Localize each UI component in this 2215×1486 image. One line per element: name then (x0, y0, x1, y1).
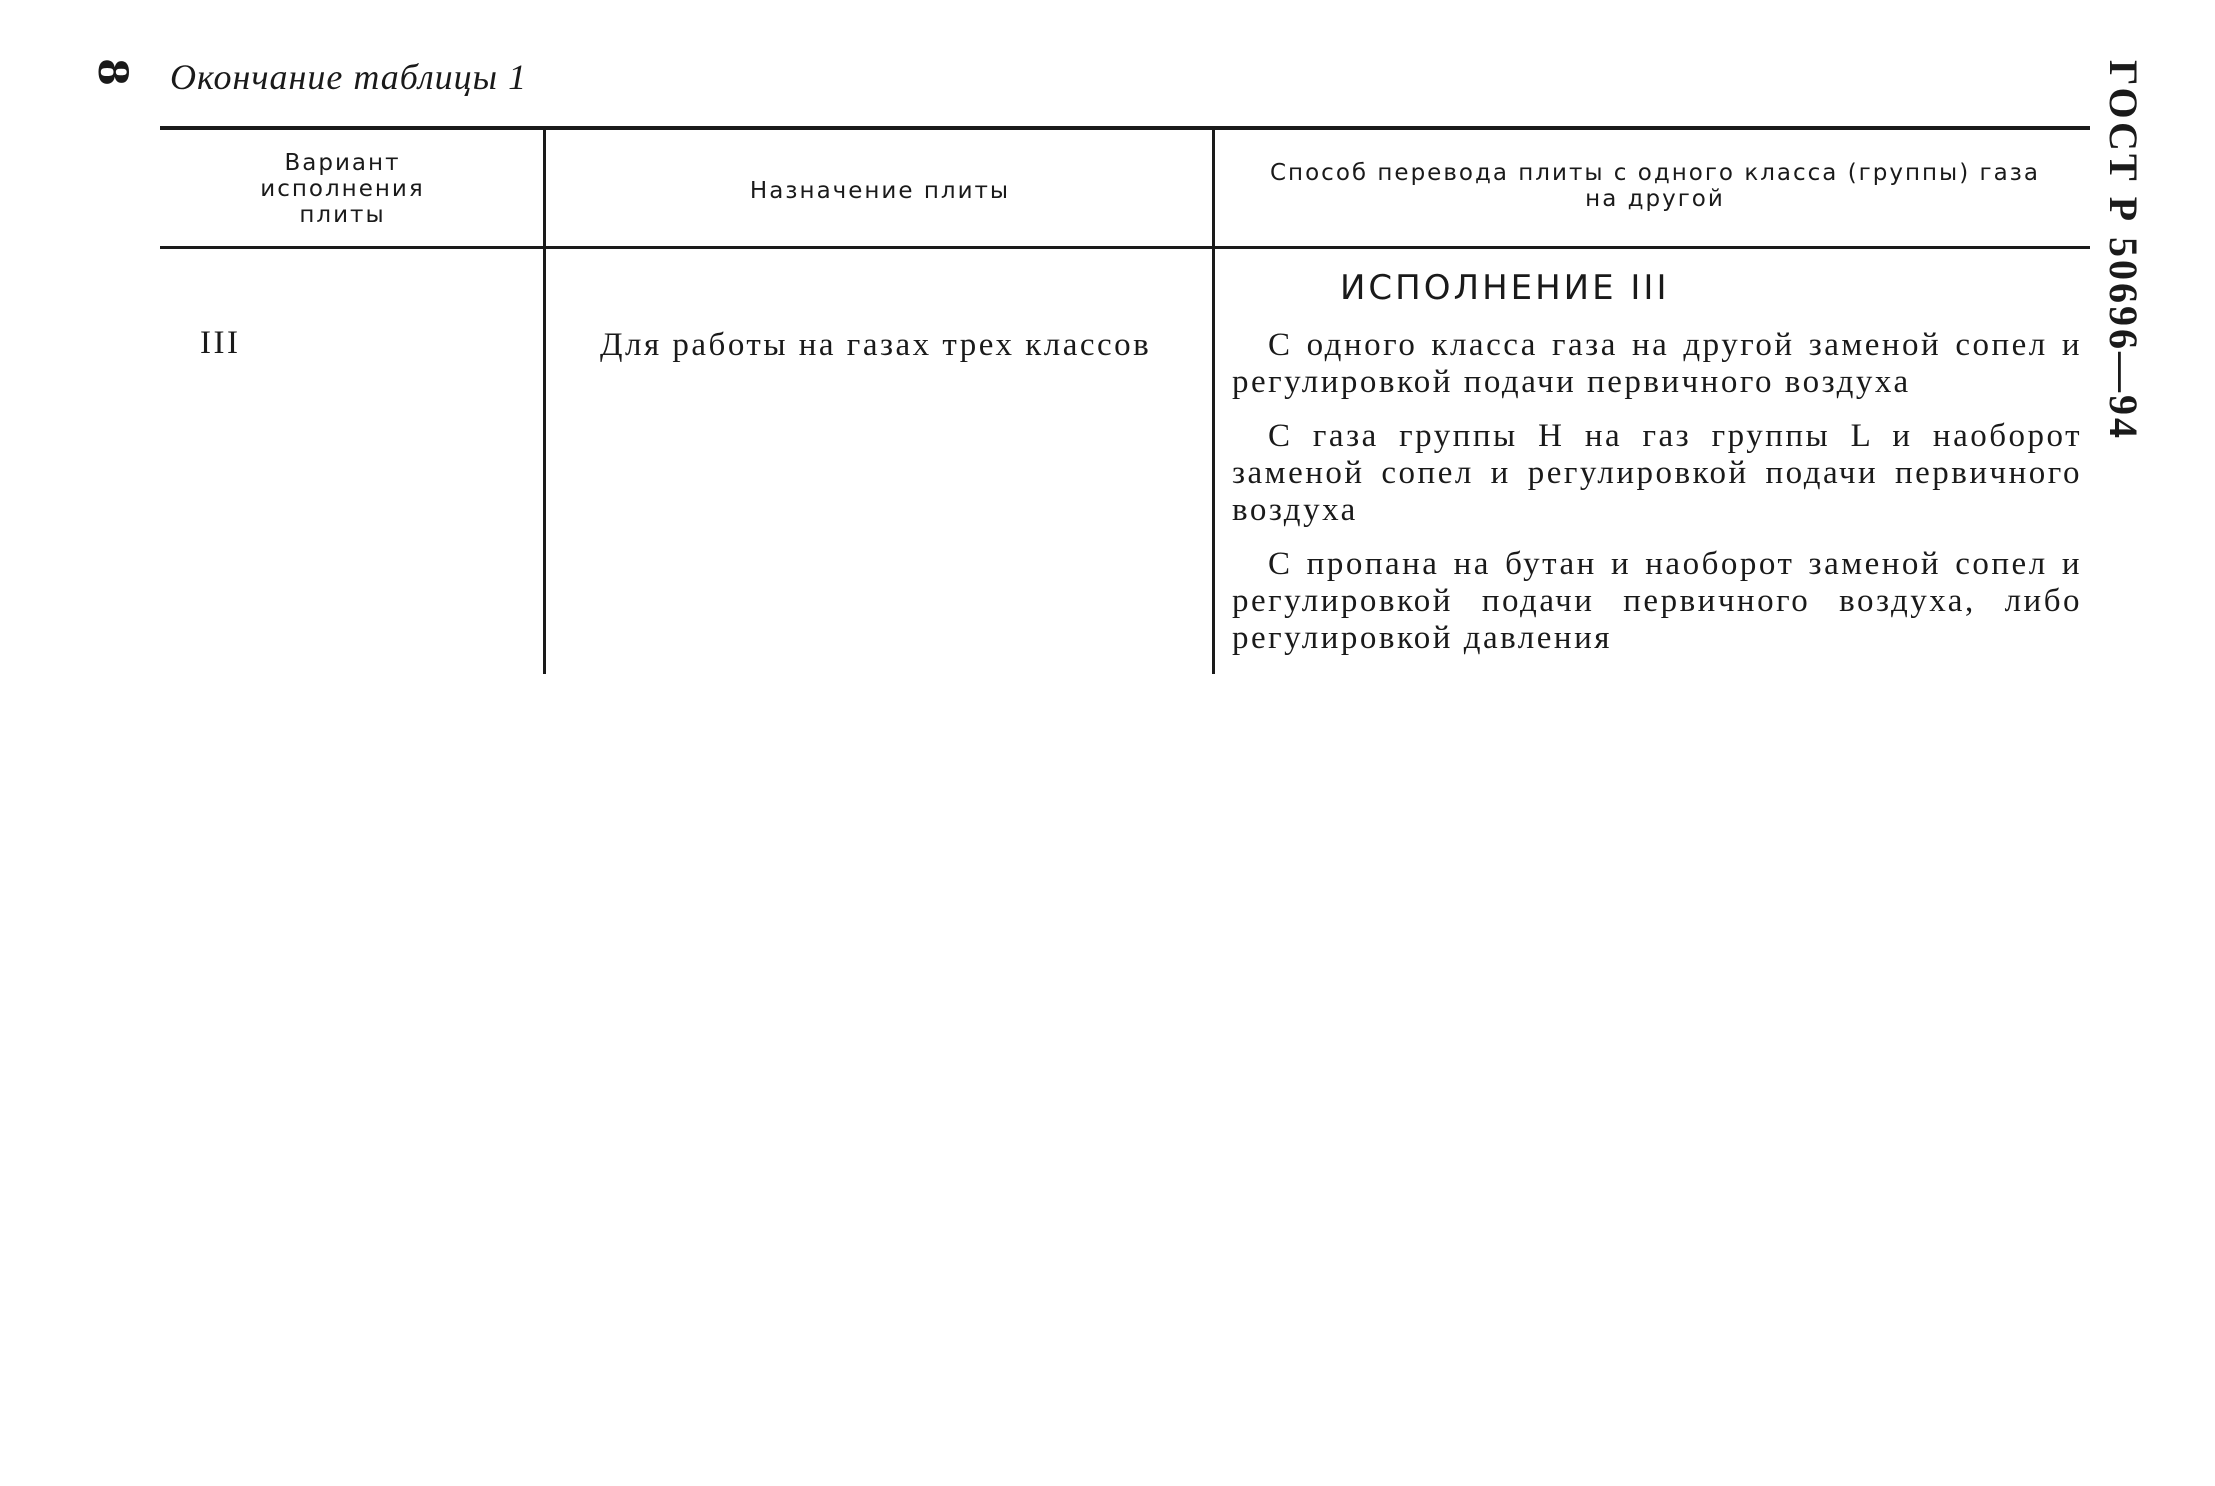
document-code: ГОСТ Р 50696—94 (2101, 60, 2146, 442)
header-purpose: Назначение плиты (749, 178, 1011, 204)
column-divider-1 (543, 128, 546, 674)
header-bottom-rule (160, 246, 2090, 249)
method-paragraph: С одного класса газа на другой заменой сопел и регулировкой подачи первичного воздуха (1232, 327, 2082, 400)
table-top-rule (160, 126, 2090, 130)
header-variant: Вариант исполнения плиты (260, 150, 425, 228)
table-caption: Окончание таблицы 1 (170, 57, 528, 97)
cell-variant: III (200, 325, 241, 361)
header-method: Способ перевода плиты с одного класса (группы) газа на другой (1270, 160, 2040, 212)
cell-methods (1232, 327, 2082, 674)
method-paragraph: С газа группы H на газ группы L и наоборот заменой сопел и регулировкой подачи первичного воздуха (1232, 418, 2082, 528)
column-divider-2 (1212, 128, 1215, 674)
cell-purpose: Для работы на газах трех классов (600, 327, 1152, 363)
method-paragraph: С пропана на бутан и наоборот заменой сопел и регулировкой подачи первичного воздуха, либо регулировкой давления (1232, 546, 2082, 656)
section-title: ИСПОЛНЕНИЕ III (1340, 268, 1670, 308)
page-number: 8 (88, 58, 136, 86)
